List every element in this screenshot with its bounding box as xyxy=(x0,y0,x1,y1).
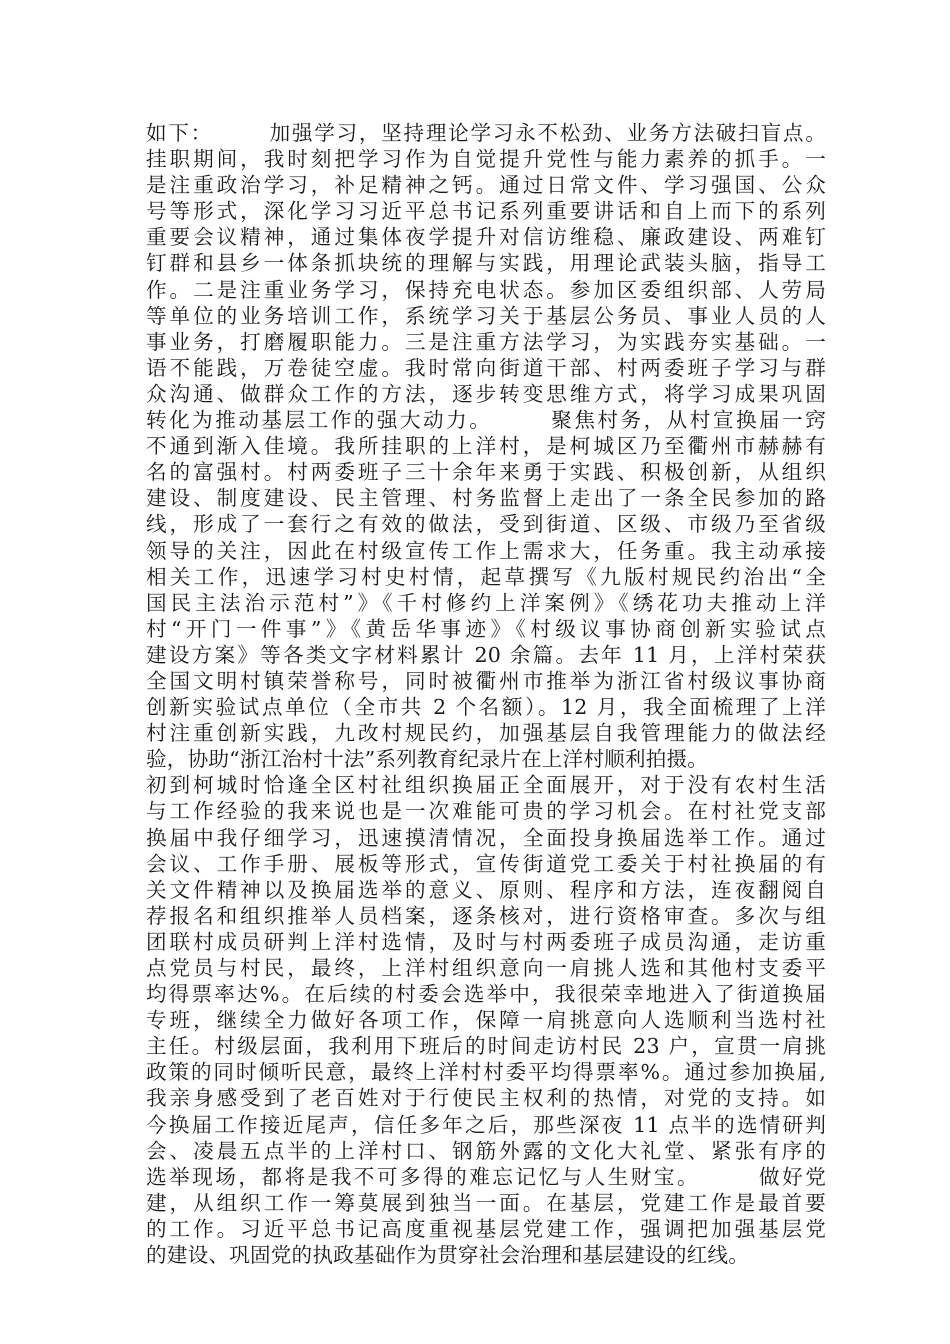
text-line: 语不能践，万卷徒空虚。我时常向街道干部、村两委班子学习与群 xyxy=(146,355,826,380)
text-line: 与工作经验的我来说也是一次难能可贵的学习机会。在村社党支部 xyxy=(146,799,826,824)
text-line: 会议、工作手册、展板等形式，宣传街道党工委关于村社换届的有 xyxy=(146,851,826,876)
text-line: 专班，继续全力做好各项工作，保障一肩挑意向人选顺利当选村社 xyxy=(146,1008,826,1033)
text-line: 我亲身感受到了老百姓对于行使民主权利的热情，对党的支持。如 xyxy=(146,1086,826,1111)
text-line: 关文件精神以及换届选举的意义、原则、程序和方法，连夜翻阅自 xyxy=(146,877,826,902)
text-line: 作。二是注重业务学习，保持充电状态。参加区委组织部、人劳局 xyxy=(146,277,826,302)
text-line: 线，形成了一套行之有效的做法，受到街道、区级、市级乃至省级 xyxy=(146,512,826,537)
text-line: 政策的同时倾听民意，最终上洋村村委平均得票率%。通过参加换届, xyxy=(146,1060,826,1085)
text-line: 换届中我仔细学习，迅速摸清情况，全面投身换届选举工作。通过 xyxy=(146,825,826,850)
text-line: 村注重创新实践，九改村规民约，加强基层自我管理能力的做法经 xyxy=(146,721,826,746)
text-line: 均得票率达%。在后续的村委会选举中，我很荣幸地进入了街道换届 xyxy=(146,982,826,1007)
text-line: 钉群和县乡一体条抓块统的理解与实践，用理论武装头脑，指导工 xyxy=(146,251,826,276)
text-line: 创新实验试点单位（全市共 2 个名额）。12 月，我全面梳理了上洋 xyxy=(146,695,826,720)
text-line: 验，协助“浙江治村十法”系列教育纪录片在上洋村顺利拍摄。 xyxy=(146,747,709,772)
text-line: 领导的关注，因此在村级宣传工作上需求大，任务重。我主动承接 xyxy=(146,538,826,563)
text-line: 名的富强村。村两委班子三十余年来勇于实践、积极创新，从组织 xyxy=(146,460,826,485)
text-line: 主任。村级层面，我利用下班后的时间走访村民 23 户，宣贯一肩挑 xyxy=(146,1034,826,1059)
text-line: 全国文明村镇荣誉称号，同时被衢州市推举为浙江省村级议事协商 xyxy=(146,668,826,693)
text-line: 转化为推动基层工作的强大动力。 聚焦村务，从村宣换届一窍 xyxy=(146,408,826,433)
text-line: 今换届工作接近尾声，信任多年之后，那些深夜 11 点半的选情研判 xyxy=(146,1112,826,1137)
text-line: 挂职期间，我时刻把学习作为自觉提升党性与能力素养的抓手。一 xyxy=(146,147,826,172)
text-line: 国民主法治示范村”》《千村修约上洋案例》《绣花功夫推动上洋 xyxy=(146,590,826,615)
text-line: 会、凌晨五点半的上洋村口、钢筋外露的文化大礼堂、紧张有序的 xyxy=(146,1138,826,1163)
text-line: 点党员与村民，最终，上洋村组织意向一肩挑人选和其他村支委平 xyxy=(146,956,826,980)
text-line: 的工作。习近平总书记高度重视基层党建工作，强调把加强基层党 xyxy=(146,1216,826,1241)
text-line: 如下： 加强学习，坚持理论学习永不松劲、业务方法破扫盲点。 xyxy=(146,121,826,145)
text-line: 号等形式，深化学习习近平总书记系列重要讲话和自上而下的系列 xyxy=(146,199,826,224)
text-line: 等单位的业务培训工作，系统学习关于基层公务员、事业人员的人 xyxy=(146,303,826,328)
text-line: 建，从组织工作一筹莫展到独当一面。在基层，党建工作是最首要 xyxy=(146,1190,826,1215)
text-line: 荐报名和组织推举人员档案，逐条核对，进行资格审查。多次与组 xyxy=(146,903,826,928)
text-line: 众沟通、做群众工作的方法，逐步转变思维方式，将学习成果巩固 xyxy=(146,381,826,406)
text-line: 不通到渐入佳境。我所挂职的上洋村，是柯城区乃至衢州市赫赫有 xyxy=(146,434,826,459)
text-line: 建设、制度建设、民主管理、村务监督上走出了一条全民参加的路 xyxy=(146,486,826,511)
text-line: 事业务，打磨履职能力。三是注重方法学习，为实践夯实基础。一 xyxy=(146,329,826,354)
text-line: 建设方案》等各类文字材料累计 20 余篇。去年 11 月，上洋村荣获 xyxy=(146,642,826,667)
body-text xyxy=(146,120,826,1268)
text-line: 相关工作，迅速学习村史村情，起草撰写《九版村规民约治出“全 xyxy=(146,564,826,589)
text-line: 村“开门一件事”》《黄岳华事迹》《村级议事协商创新实验试点 xyxy=(146,616,826,641)
text-line: 团联村成员研判上洋村选情，及时与村两委班子成员沟通，走访重 xyxy=(146,929,826,954)
text-line: 的建设、巩固党的执政基础作为贯穿社会治理和基层建设的红线。 xyxy=(146,1243,750,1268)
text-line: 初到柯城时恰逢全区村社组织换届正全面展开，对于没有农村生活 xyxy=(146,773,826,798)
text-line: 选举现场，都将是我不可多得的难忘记忆与人生财宝。 做好党 xyxy=(146,1164,826,1189)
text-line: 重要会议精神，通过集体夜学提升对信访维稳、廉政建设、两难钉 xyxy=(146,225,826,250)
text-line: 是注重政治学习，补足精神之钙。通过日常文件、学习强国、公众 xyxy=(146,173,826,198)
